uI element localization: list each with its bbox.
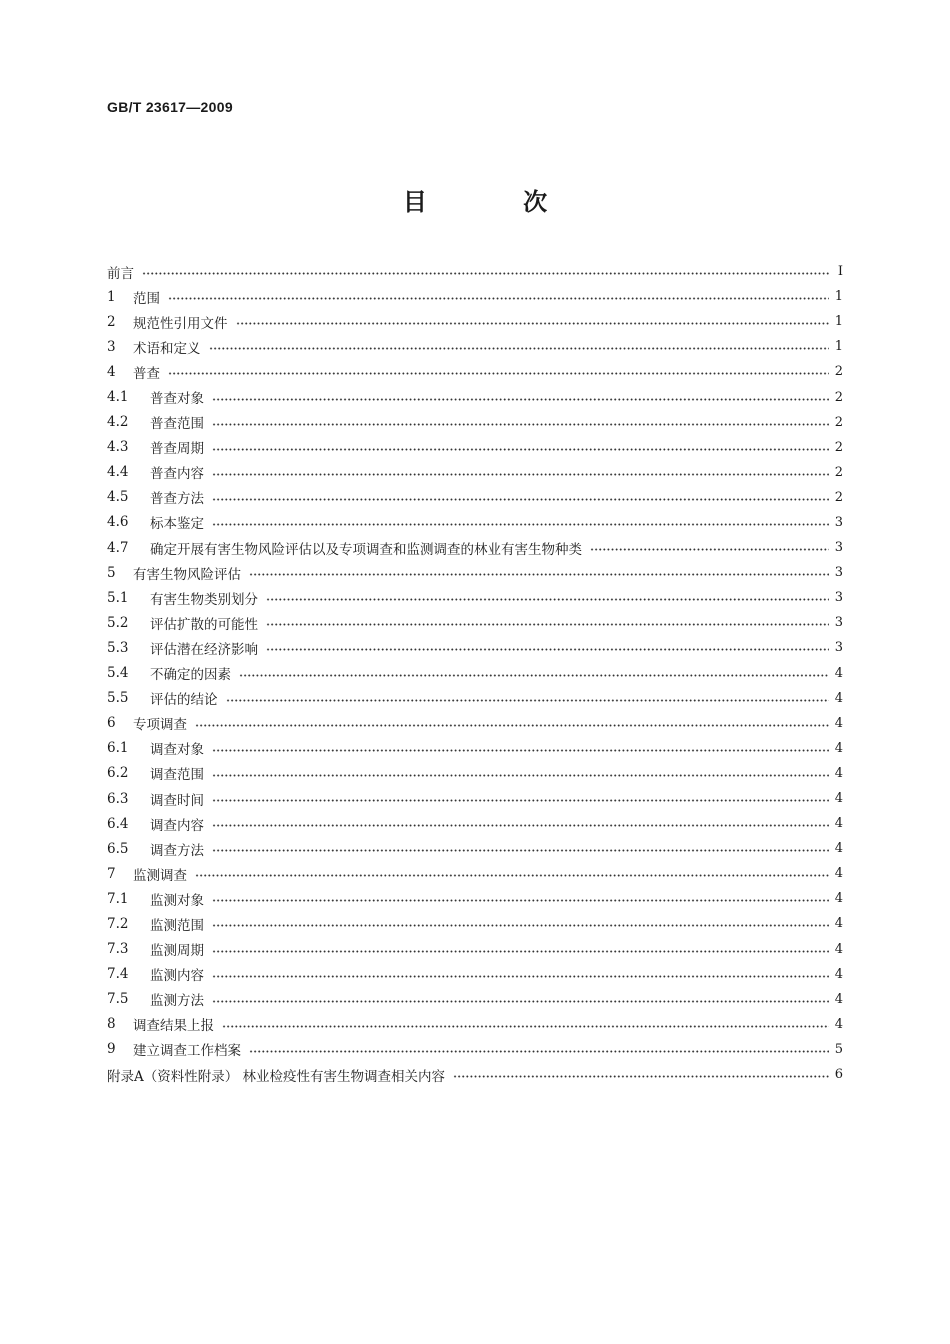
dot-leader [212, 448, 829, 451]
toc-entry-number: 6 [107, 715, 116, 732]
toc-entry[interactable] [107, 510, 843, 535]
toc-entry-number: 5.1 [107, 589, 129, 606]
toc-entry[interactable] [107, 610, 843, 635]
toc-entry-number: 7 [107, 865, 116, 882]
toc-entry-number: 7.3 [107, 941, 129, 958]
toc-entry-label: 评估的结论 [150, 692, 218, 709]
toc-entry-label: 不确定的因素 [150, 667, 231, 684]
dot-leader [168, 297, 829, 300]
toc-entry-label: 调查时间 [150, 792, 204, 809]
toc-entry-page: 4 [834, 941, 843, 957]
toc-entry-label: 普查范围 [150, 416, 204, 433]
toc-entry-page: 5 [834, 1041, 843, 1057]
toc-entry[interactable] [107, 736, 843, 761]
toc-entry-number: 2 [107, 313, 116, 330]
toc-entry-page: 1 [834, 314, 843, 330]
toc-entry-number: 5.4 [107, 665, 129, 682]
toc-entry-number: 4.3 [107, 439, 129, 456]
toc-entry-number: 5.2 [107, 614, 129, 631]
toc-entry-label: 专项调查 [133, 717, 187, 734]
toc-entry[interactable] [107, 1037, 843, 1062]
toc-entry-page: 3 [834, 514, 843, 530]
page-title-text: 目 次 [402, 188, 592, 216]
toc-entry-number: 4.5 [107, 489, 129, 506]
toc-entry-number: 6.3 [107, 790, 129, 807]
toc-entry-number: 3 [107, 338, 116, 355]
toc-entry[interactable] [107, 661, 843, 686]
toc-entry-label: 普查方法 [150, 491, 204, 508]
toc-entry[interactable] [107, 309, 843, 334]
toc-entry-label: 监测内容 [150, 968, 204, 985]
toc-entry-number: 6.4 [107, 815, 129, 832]
toc-entry-page: 4 [834, 740, 843, 756]
dot-leader [212, 749, 829, 752]
toc-entry-page: Ⅰ [837, 264, 843, 280]
toc-entry-page: 3 [834, 565, 843, 581]
toc-entry[interactable] [107, 911, 843, 936]
toc-entry-number: 5.3 [107, 639, 129, 656]
toc-entry-page: 4 [834, 966, 843, 982]
toc-entry-label: 调查内容 [150, 817, 204, 834]
toc-entry[interactable] [107, 560, 843, 585]
toc-entry-page: 4 [834, 841, 843, 857]
toc-entry[interactable] [107, 686, 843, 711]
toc-entry-number: 8 [107, 1016, 116, 1033]
toc-entry-label: 调查方法 [150, 842, 204, 859]
toc-entry[interactable] [107, 410, 843, 435]
toc-entry[interactable] [107, 535, 843, 560]
dot-leader [266, 623, 829, 626]
dot-leader [239, 674, 829, 677]
toc-entry-number: 6.5 [107, 840, 129, 857]
toc-entry-page: 4 [834, 791, 843, 807]
toc-entry-page: 6 [834, 1067, 843, 1083]
toc-entry-page: 4 [834, 715, 843, 731]
toc-entry[interactable] [107, 384, 843, 409]
toc-entry[interactable] [107, 460, 843, 485]
toc-entry-label: 有害生物类别划分 [150, 591, 258, 608]
toc-entry-label: 普查内容 [150, 466, 204, 483]
toc-entry-label: 监测调查 [133, 867, 187, 884]
dot-leader [266, 648, 829, 651]
toc-entry[interactable] [107, 1012, 843, 1037]
toc-entry-number: 4.1 [107, 389, 129, 406]
toc-entry-label: 术语和定义 [133, 340, 201, 357]
dot-leader [236, 322, 829, 325]
toc-entry[interactable] [107, 635, 843, 660]
dot-leader [212, 1000, 829, 1003]
toc-entry-number: 4.6 [107, 514, 129, 531]
toc-entry-page: 1 [834, 339, 843, 355]
toc-entry-label: 前言 [107, 265, 134, 282]
toc-entry-number: 6.2 [107, 765, 129, 782]
dot-leader [212, 473, 829, 476]
toc-entry-label: 评估潜在经济影响 [150, 641, 258, 658]
toc-entry-number: 1 [107, 288, 116, 305]
toc-entry-page: 2 [834, 439, 843, 455]
document-id: GB/T 23617—2009 [107, 99, 233, 115]
toc-entry-label: 规范性引用文件 [133, 315, 228, 332]
toc-entry[interactable] [107, 585, 843, 610]
toc-entry-page: 4 [834, 991, 843, 1007]
toc-entry-label: 监测对象 [150, 892, 204, 909]
toc-entry-page: 3 [834, 590, 843, 606]
toc-entry-number: 6.1 [107, 740, 129, 757]
toc-entry[interactable] [107, 284, 843, 309]
toc-entry[interactable] [107, 861, 843, 886]
dot-leader [212, 423, 829, 426]
toc-entry-label: 附录A（资料性附录） 林业检疫性有害生物调查相关内容 [107, 1068, 446, 1085]
toc-entry[interactable] [107, 937, 843, 962]
toc-entry-number: 9 [107, 1041, 116, 1058]
dot-leader [590, 548, 829, 551]
toc-entry-page: 3 [834, 540, 843, 556]
toc-entry-number: 4.7 [107, 539, 129, 556]
toc-entry-label: 范围 [133, 290, 160, 307]
toc-entry-label: 评估扩散的可能性 [150, 616, 258, 633]
toc-entry-page: 3 [834, 640, 843, 656]
dot-leader [266, 598, 829, 601]
toc-entry-label: 有害生物风险评估 [133, 566, 241, 583]
toc-entry[interactable] [107, 987, 843, 1012]
toc-entry-number: 4.2 [107, 414, 129, 431]
toc-entry-number: 7.2 [107, 915, 129, 932]
toc-entry-page: 1 [834, 289, 843, 305]
dot-leader [212, 899, 829, 902]
toc-entry-label: 调查范围 [150, 767, 204, 784]
toc-entry-number: 5.5 [107, 690, 129, 707]
dot-leader [212, 849, 829, 852]
toc-entry-page: 2 [834, 389, 843, 405]
toc-entry-label: 监测范围 [150, 917, 204, 934]
toc-entry[interactable] [107, 1062, 843, 1087]
toc-entry-page: 4 [834, 765, 843, 781]
toc-entry[interactable] [107, 836, 843, 861]
toc-entry-label: 调查结果上报 [133, 1018, 214, 1035]
toc-entry-page: 3 [834, 615, 843, 631]
toc-entry-number: 7.4 [107, 966, 129, 983]
toc-entry-label: 标本鉴定 [150, 516, 204, 533]
toc-entry[interactable] [107, 886, 843, 911]
toc-entry-page: 2 [834, 489, 843, 505]
dot-leader [226, 699, 829, 702]
toc-entry-page: 4 [834, 1016, 843, 1032]
dot-leader [212, 975, 829, 978]
toc-entry-page: 2 [834, 364, 843, 380]
toc-entry-label: 普查周期 [150, 441, 204, 458]
toc-entry[interactable] [107, 962, 843, 987]
toc-entry-label: 监测周期 [150, 943, 204, 960]
toc-entry[interactable] [107, 259, 843, 284]
toc-entry[interactable] [107, 334, 843, 359]
dot-leader [249, 1050, 829, 1053]
toc-entry-label: 确定开展有害生物风险评估以及专项调查和监测调查的林业有害生物种类 [150, 541, 582, 558]
dot-leader [212, 498, 829, 501]
toc-entry[interactable] [107, 761, 843, 786]
toc-entry[interactable] [107, 811, 843, 836]
dot-leader [212, 774, 829, 777]
toc-entry-page: 4 [834, 891, 843, 907]
toc-entry-number: 7.1 [107, 890, 129, 907]
dot-leader [212, 523, 829, 526]
toc-entry-number: 5 [107, 564, 116, 581]
dot-leader [195, 724, 829, 727]
dot-leader [249, 573, 829, 576]
toc-entry[interactable] [107, 485, 843, 510]
dot-leader [142, 272, 829, 275]
dot-leader [212, 398, 829, 401]
table-of-contents [107, 259, 843, 1087]
toc-entry-label: 监测方法 [150, 993, 204, 1010]
toc-entry[interactable] [107, 435, 843, 460]
toc-entry[interactable] [107, 786, 843, 811]
toc-entry-page: 2 [834, 464, 843, 480]
toc-entry-label: 调查对象 [150, 742, 204, 759]
toc-entry-page: 4 [834, 866, 843, 882]
toc-entry-page: 2 [834, 414, 843, 430]
dot-leader [212, 950, 829, 953]
toc-entry-page: 4 [834, 916, 843, 932]
dot-leader [168, 372, 829, 375]
toc-entry-page: 4 [834, 816, 843, 832]
toc-entry-page: 4 [834, 665, 843, 681]
page-title [0, 182, 950, 217]
toc-entry[interactable] [107, 711, 843, 736]
toc-entry[interactable] [107, 359, 843, 384]
dot-leader [195, 874, 829, 877]
dot-leader [453, 1075, 829, 1078]
dot-leader [212, 799, 829, 802]
toc-entry-label: 普查对象 [150, 391, 204, 408]
toc-entry-label: 建立调查工作档案 [133, 1043, 241, 1060]
toc-entry-label: 普查 [133, 365, 160, 382]
toc-entry-number: 4.4 [107, 464, 129, 481]
dot-leader [222, 1025, 829, 1028]
dot-leader [212, 924, 829, 927]
toc-entry-number: 7.5 [107, 991, 129, 1008]
dot-leader [209, 347, 829, 350]
toc-entry-page: 4 [834, 690, 843, 706]
toc-entry-number: 4 [107, 363, 116, 380]
dot-leader [212, 824, 829, 827]
